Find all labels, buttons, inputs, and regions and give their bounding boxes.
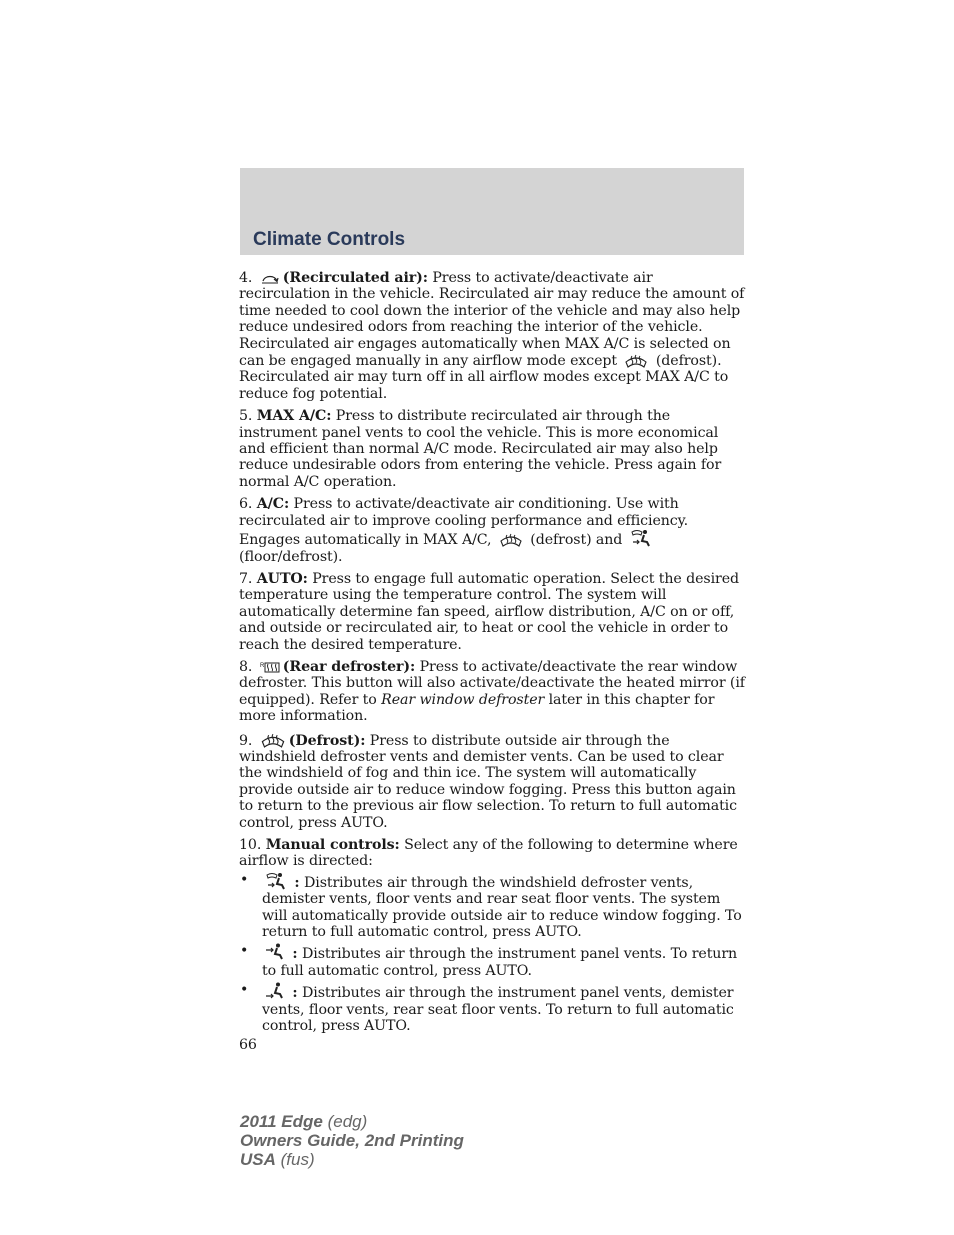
list-item: • : Distributes air through the instrument panel vents, demister vents, floor vents, rear seat floor vents. To return to full automatic control, press AUTO.: [240, 982, 734, 1035]
floor-vent-icon: [265, 982, 285, 1000]
item-auto: 7. AUTO: Press to engage full automatic operation. Select the desired temperature using the temperature control. The system will automatically determine fan speed, airflow distribution, A/C on or off, and outside or recirculated air, to heat or cool the vehicle in order to reach the desired temperature.: [239, 570, 739, 653]
defrost-icon: [260, 731, 286, 748]
item-recirculated-air: 4. (Recirculated air): Press to activate/deactivate air recirculation in the vehicle. Recirculated air may reduce the amount of time needed to cool down the interior of the vehicle and may also help reduce undesired odors from reaching the interior of the vehicle. Recirculated air engages automatically when MAX A/C is selected on can be engaged manually in any airflow mode except (defrost). Recirculated air may turn off in all airflow modes except MAX A/C to reduce fog potential.: [239, 270, 745, 402]
defrost-icon: [499, 531, 523, 547]
document-footer: [240, 1112, 464, 1169]
cross-reference: Rear window defroster: [381, 691, 545, 708]
footer-line-2: Owners Guide, 2nd Printing: [240, 1131, 464, 1150]
defrost-icon: [624, 352, 648, 368]
section-title: Climate Controls: [253, 229, 406, 250]
floor-defrost-icon: [265, 872, 287, 890]
panel-vent-icon: [265, 943, 285, 961]
item-max-ac: 5. MAX A/C: Press to distribute recirculated air through the instrument panel vents to cool the vehicle. This is more economical and efficient than normal A/C mode. Recirculated air may also help reduce undesirable odors from entering the vehicle. Press again for normal A/C operation.: [239, 408, 722, 490]
airflow-mode-list: [239, 872, 745, 1035]
list-item: • : Distributes air through the instrument panel vents. To return to full automatic control, press AUTO.: [240, 943, 738, 979]
recirculated-air-icon: [260, 273, 280, 285]
list-item: • : Distributes air through the windshield defroster vents, demister vents, floor vents and rear seat floor vents. The system will automatically provide outside air to reduce window fogging. To return to full automatic control, press AUTO.: [240, 871, 742, 941]
item-rear-defroster: 8. R (Rear defroster): Press to activate/deactivate the rear window defroster. This button will also activate/deactivate the heated mirror (if equipped). Refer to Rear window defroster later in this chapter for more information.: [239, 658, 745, 725]
rear-defroster-icon: [260, 660, 280, 674]
page-content: [239, 270, 745, 1054]
svg-text:R: R: [259, 662, 264, 669]
item-manual-controls: 10. Manual controls: Select any of the following to determine where airflow is directed:: [239, 837, 738, 870]
footer-line-3: USA (fus): [240, 1150, 315, 1169]
footer-line-1: 2011 Edge (edg): [240, 1112, 368, 1131]
page-number: 66: [239, 1037, 257, 1054]
item-defrost: 9. (Defrost): Press to distribute outside air through the windshield defroster vents and demister vents. Can be used to clear the windshield of fog and thin ice. The system will automatically provide outside air to reduce window fogging. Press this button again to return to the previous air flow selection. To return to full automatic control, press AUTO.: [239, 732, 737, 831]
item-ac: 6. A/C: Press to activate/deactivate air conditioning. Use with recirculated air to improve cooling performance and efficiency. Engages automatically in MAX A/C, (defrost) and (floor/defrost).: [239, 496, 689, 565]
floor-defrost-icon: [630, 529, 652, 547]
section-header-band: [240, 168, 744, 255]
